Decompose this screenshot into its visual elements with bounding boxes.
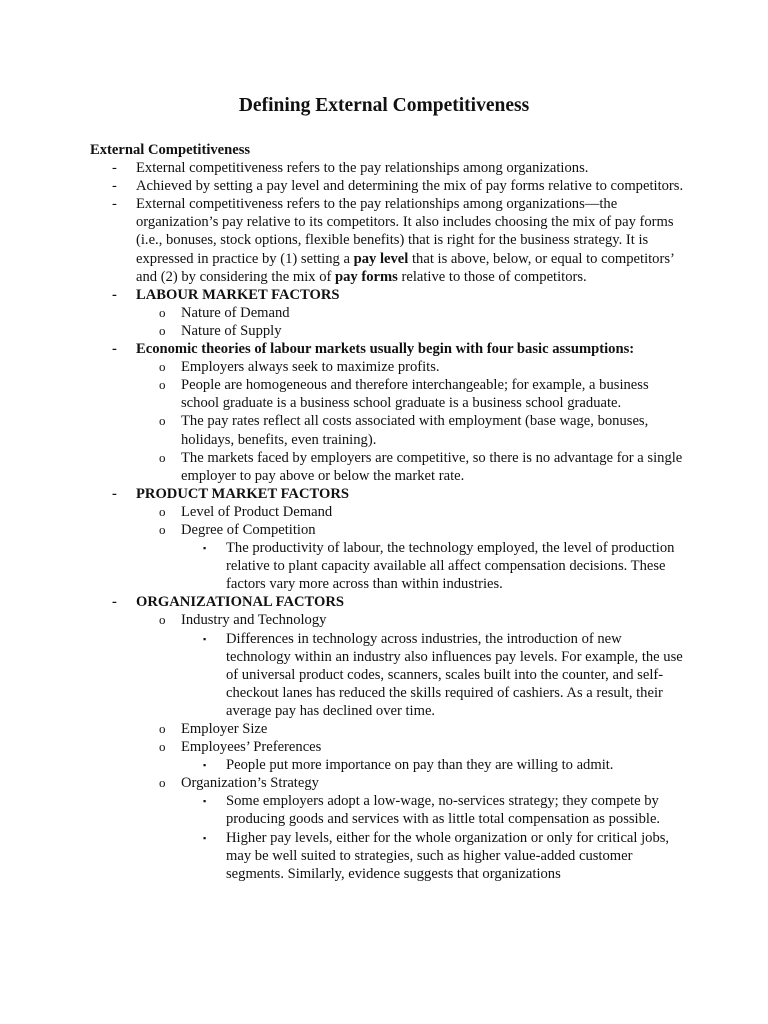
sub-list-item	[90, 503, 690, 521]
list-item-heading	[90, 286, 690, 304]
sub-sub-list-item	[90, 792, 690, 828]
circle-bullet: o	[159, 503, 166, 519]
list-item	[90, 177, 690, 195]
list-item-text: LABOUR MARKET FACTORS	[136, 286, 340, 303]
text-run: relative to those of competitors.	[397, 268, 587, 285]
document-body	[90, 141, 690, 883]
list-item-text: Higher pay levels, either for the whole organization or only for critical jobs, may be well suited to strategies, such as higher value-added customer segments. Similarly, evidence suggests that organizations	[226, 829, 670, 882]
list-item-text: Employer Size	[181, 721, 268, 737]
document-title: Defining External Competitiveness	[238, 95, 530, 116]
circle-bullet: o	[159, 322, 166, 338]
circle-bullet: o	[159, 413, 166, 429]
circle-bullet: o	[159, 304, 166, 320]
dash-bullet: -	[112, 286, 117, 303]
list-item-text: The productivity of labour, the technology employed, the level of production relative to plant capacity available all affect compensation decisions. These factors vary more across than within industries.	[226, 540, 675, 593]
circle-bullet: o	[159, 612, 166, 628]
sub-list-item	[90, 774, 690, 792]
sub-list-item	[90, 376, 690, 412]
list-item-text: Employees’ Preferences	[181, 739, 322, 756]
sub-list-item	[90, 358, 690, 376]
list-item-text: Nature of Demand	[181, 304, 290, 321]
bold-term-pay-level: pay level	[353, 250, 409, 267]
circle-bullet: o	[159, 775, 166, 791]
sub-list-item	[90, 738, 690, 756]
list-item-text: Level of Product Demand	[181, 503, 333, 520]
list-item-text: PRODUCT MARKET FACTORS	[136, 485, 349, 502]
circle-bullet: o	[159, 521, 166, 537]
list-item-text: Industry and Technology	[181, 612, 327, 629]
sub-list-item	[90, 412, 690, 448]
circle-bullet: o	[159, 377, 166, 393]
list-item-text: Differences in technology across industries, the introduction of new technology within an industry also influences pay levels. For example, the use of universal product codes, scanners, scales built into the counter, and self-checkout lanes has reduced the skills required of cashiers. As a result, their average pay has declined over time.	[226, 630, 683, 719]
list-item-heading	[90, 485, 690, 503]
list-item-text: ORGANIZATIONAL FACTORS	[136, 594, 344, 611]
list-item-text: External competitiveness refers to the pay relationships among organizations.	[136, 160, 589, 177]
sub-sub-list-item	[90, 630, 690, 720]
dash-bullet: -	[112, 485, 117, 502]
sub-sub-list-item	[90, 539, 690, 593]
list-item-text: The markets faced by employers are competitive, so there is no advantage for a single employer to pay above or below the market rate.	[181, 449, 683, 484]
sub-sub-list-item	[90, 829, 690, 883]
circle-bullet: o	[159, 739, 166, 755]
list-item-text: Organization’s Strategy	[181, 775, 319, 792]
square-bullet: ▪	[203, 543, 207, 554]
text-run: that is above, below, or equal to competitors’ and (2) by considering the mix of	[136, 250, 674, 285]
sub-list-item	[90, 720, 690, 738]
square-bullet: ▪	[203, 796, 207, 807]
sub-list-item	[90, 521, 690, 539]
bold-term-pay-forms: pay forms	[335, 268, 398, 285]
list-item-text: The pay rates reflect all costs associated with employment (base wage, bonuses, holidays, benefits, even training).	[181, 413, 649, 448]
square-bullet: ▪	[203, 633, 207, 644]
square-bullet: ▪	[203, 760, 207, 771]
list-item-heading	[90, 593, 690, 611]
circle-bullet: o	[159, 721, 166, 736]
text-run: External competitiveness refers to the pay relationships among organizations—the organization’s pay relative to its competitors. It also includes choosing the mix of pay forms (i.e., bonuses, stock options, flexible benefits) that is right for the business strategy. It is expressed in practice by (1) setting a	[136, 196, 674, 267]
list-item-text: Employers always seek to maximize profits.	[181, 359, 440, 376]
section-heading: External Competitiveness	[90, 142, 251, 158]
list-item	[90, 195, 690, 285]
list-item-text: Some employers adopt a low-wage, no-services strategy; they compete by producing goods and services with as little total compensation as possible.	[226, 793, 661, 828]
dash-bullet: -	[112, 160, 117, 177]
sub-list-item	[90, 449, 690, 485]
list-item-text: Nature of Supply	[181, 322, 282, 339]
circle-bullet: o	[159, 359, 166, 375]
dash-bullet: -	[112, 178, 117, 195]
square-bullet: ▪	[203, 832, 207, 843]
list-item-text: People are homogeneous and therefore interchangeable; for example, a business school graduate is a business school graduate is a business school graduate.	[181, 377, 649, 412]
list-item-text: Achieved by setting a pay level and determining the mix of pay forms relative to competitors.	[136, 178, 684, 195]
circle-bullet: o	[159, 449, 166, 465]
dash-bullet: -	[112, 196, 117, 213]
sub-sub-list-item	[90, 756, 690, 774]
list-item-text: Degree of Competition	[181, 521, 316, 538]
list-item-text	[136, 196, 674, 284]
list-item	[90, 159, 690, 177]
list-item-heading	[90, 340, 690, 358]
dash-bullet: -	[112, 594, 117, 611]
sub-list-item	[90, 322, 690, 340]
sub-list-item	[90, 304, 690, 322]
list-item-text: People put more importance on pay than they are willing to admit.	[226, 757, 614, 774]
list-item-text: Economic theories of labour markets usually begin with four basic assumptions:	[136, 341, 635, 358]
sub-list-item	[90, 611, 690, 629]
dash-bullet: -	[112, 341, 117, 358]
